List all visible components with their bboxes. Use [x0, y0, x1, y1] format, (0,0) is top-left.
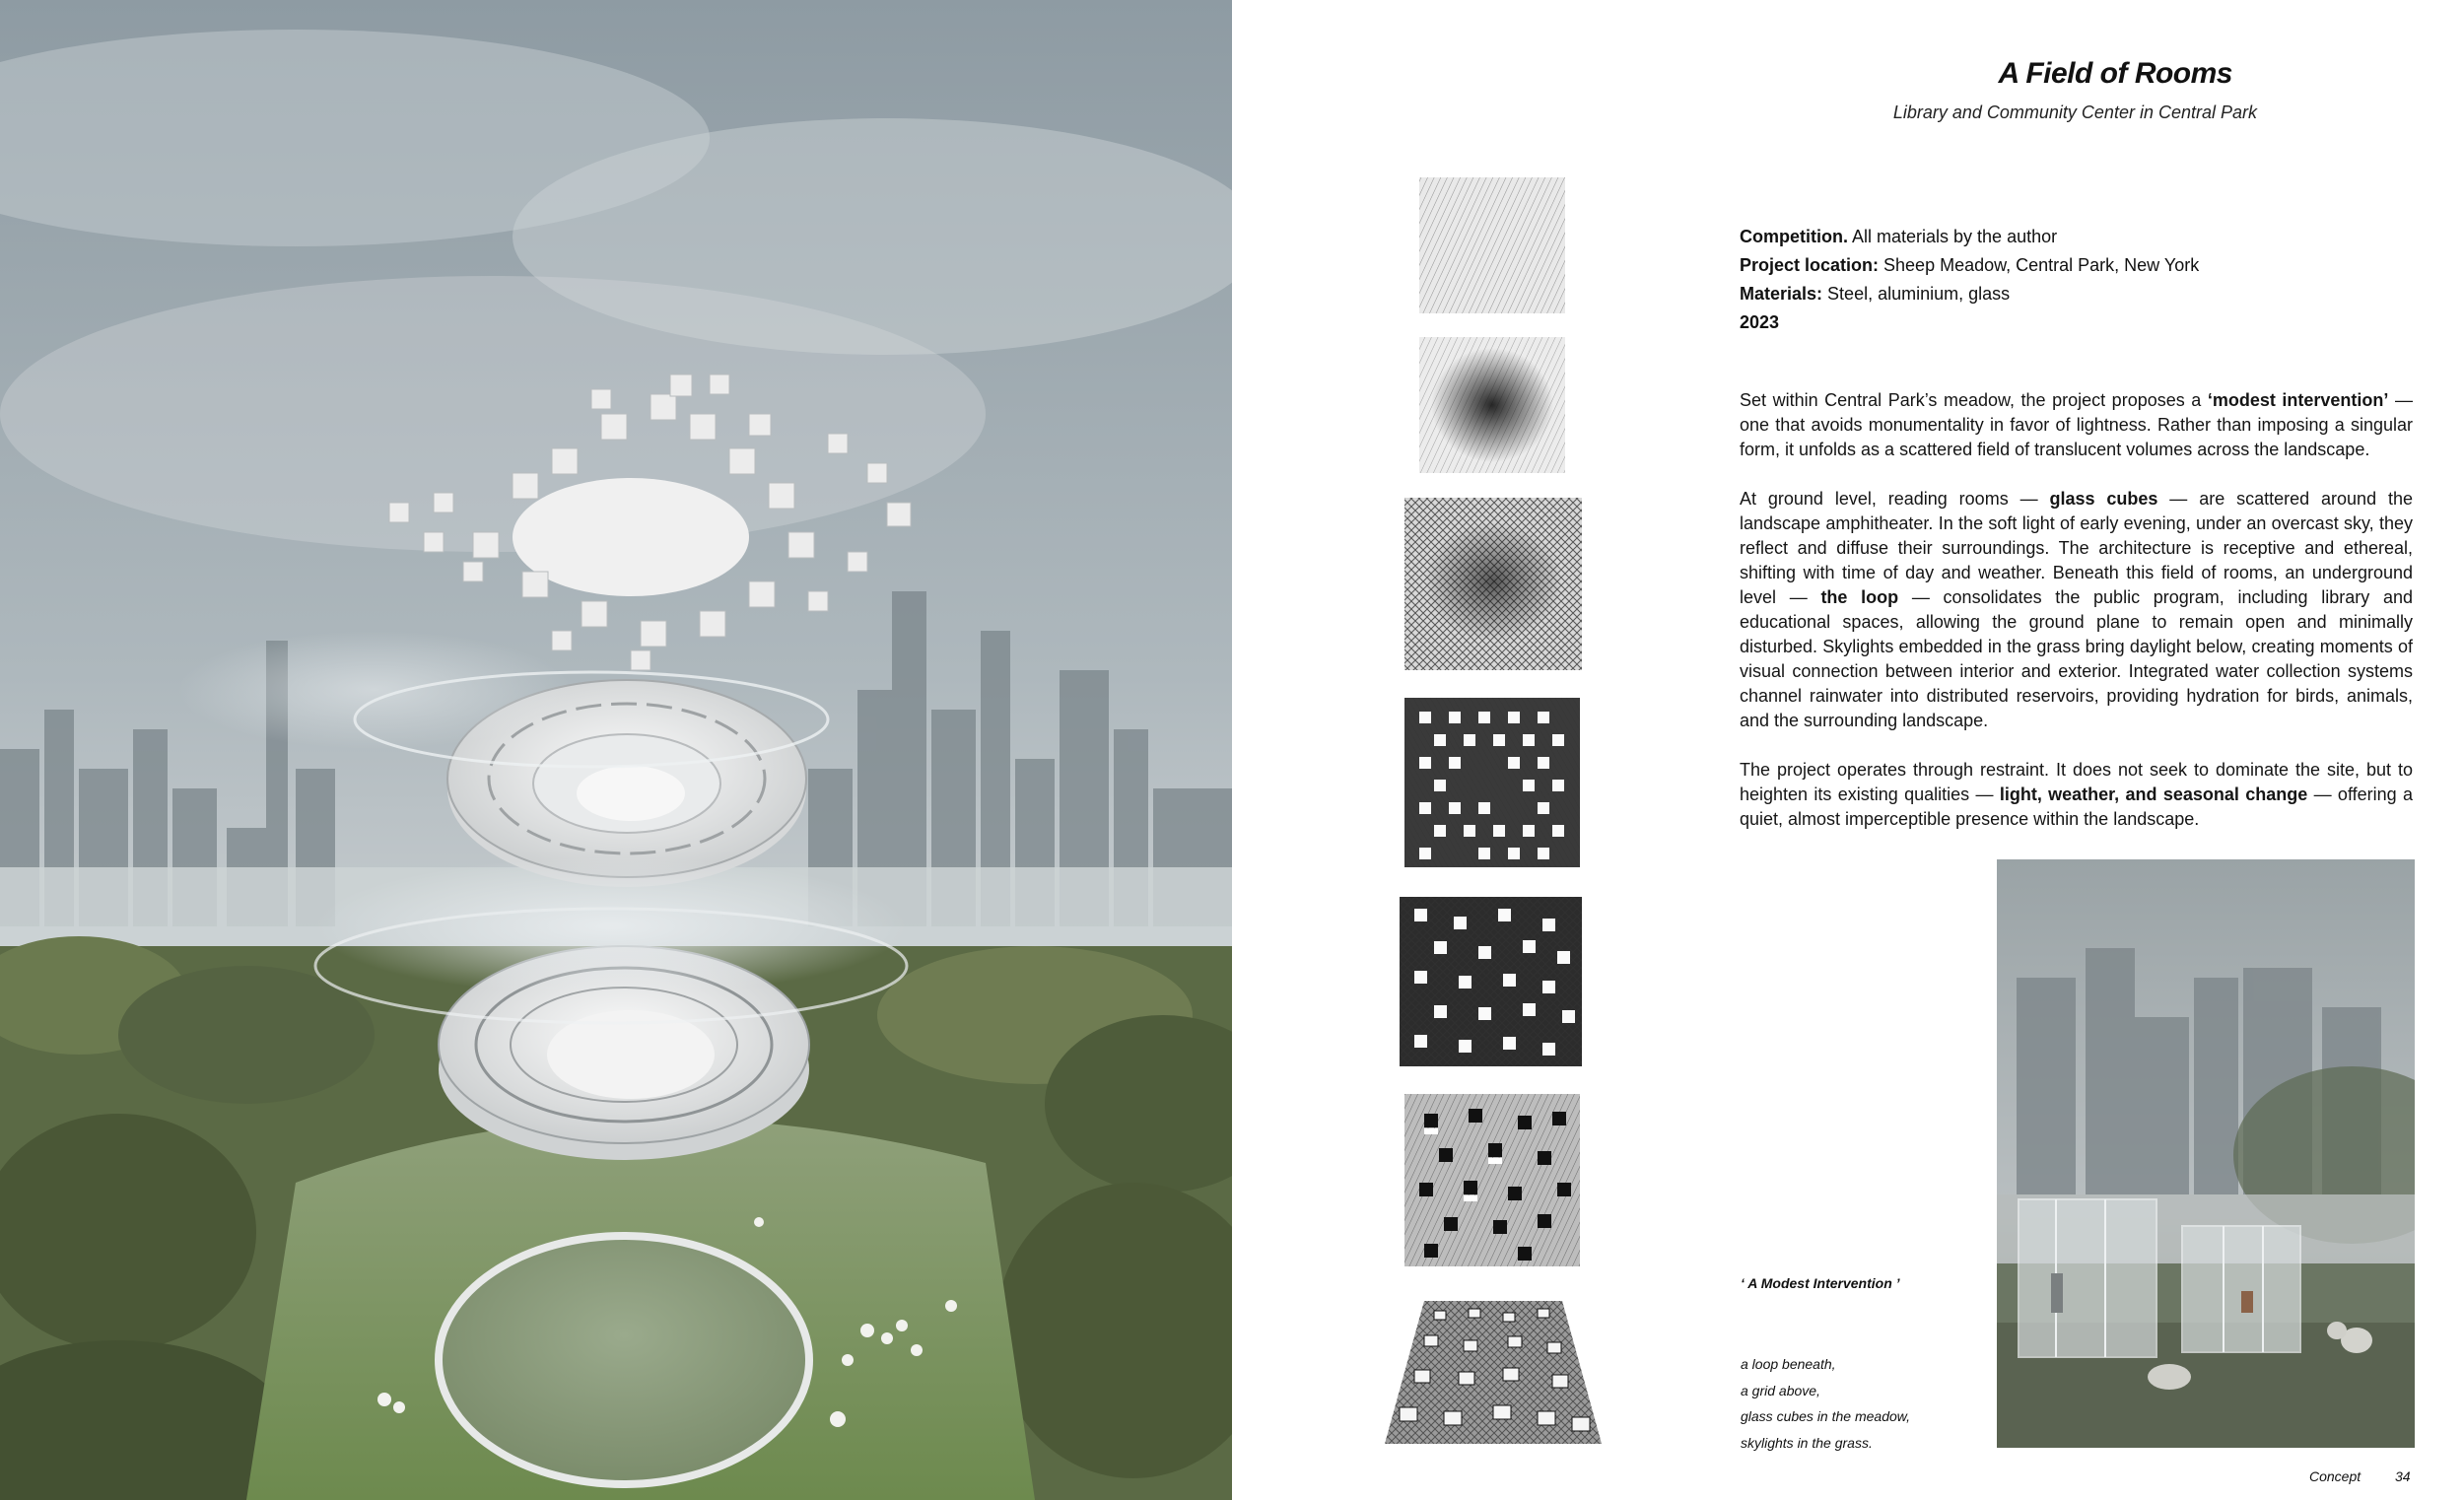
meta-competition	[1740, 223, 2430, 251]
caption-quote: ‘ A Modest Intervention ’	[1741, 1275, 1900, 1291]
sketch-5	[1400, 897, 1582, 1066]
page-subtitle: Library and Community Center in Central Park	[1892, 102, 2257, 122]
meta-location	[1740, 251, 2430, 280]
caption-poem	[1741, 1351, 1910, 1456]
p1-bold: ‘modest intervention’	[2207, 390, 2389, 410]
p2-bold-glass-cubes: glass cubes	[2049, 489, 2158, 509]
meta-materials	[1740, 280, 2430, 308]
meta-competition-value: All materials by the author	[1848, 227, 2058, 246]
meta-materials-value: Steel, aluminium, glass	[1822, 284, 2011, 304]
meta-year	[1740, 308, 2430, 337]
meta-year-value: 2023	[1740, 312, 1780, 332]
footer-section-label: Concept	[2309, 1468, 2361, 1484]
meta-materials-label: Materials:	[1740, 284, 1823, 304]
sketch-3	[1404, 498, 1582, 670]
body-text	[1740, 388, 2413, 856]
paragraph-1	[1740, 388, 2413, 462]
page-title: A Field of Rooms	[1998, 57, 2232, 90]
render-image	[1997, 859, 2415, 1448]
sketch-6	[1404, 1094, 1580, 1266]
p2-text-c: — are scattered around the landscape amphitheater. In the soft light of early evening, under an overcast sky, they reflect and diffuse their surroundings. The architecture is receptive and ethereal, shifting with time of day and weather. Beneath this field of rooms, an underground level —	[1740, 489, 2413, 607]
meta-location-label: Project location:	[1740, 255, 1880, 275]
poem-line: a grid above,	[1741, 1382, 1820, 1398]
sketch-7	[1385, 1301, 1602, 1444]
page-number: 34	[2395, 1468, 2411, 1484]
p3-text-c: — offering a quiet, almost imperceptible presence within the landscape.	[1740, 784, 2413, 829]
sketch-1	[1419, 177, 1565, 313]
p2-text-e: — consolidates the public program, including library and educational spaces, allowing the ground plane to remain open and minimally disturbed. Skylights embedded in the grass bring daylight below, creating moments of visual connection between interior and exterior. Integrated water collection systems channel rainwater into distributed reservoirs, providing hydration for birds, animals, and the surrounding landscape.	[1740, 587, 2413, 730]
concept-sketches	[1380, 168, 1607, 1459]
p1-text-a: Set within Central Park’s meadow, the project proposes a	[1740, 390, 2208, 410]
p2-text-a: At ground level, reading rooms —	[1740, 489, 2050, 509]
p1-text-c: — one that avoids monumentality in favor of lightness. Rather than imposing a singular form, it unfolds as a scattered field of translucent volumes across the landscape.	[1740, 390, 2413, 459]
poem-line: glass cubes in the meadow,	[1741, 1408, 1910, 1424]
poem-line: skylights in the grass.	[1741, 1434, 1873, 1451]
sketch-4	[1404, 698, 1580, 867]
sketch-column	[1380, 168, 1607, 1459]
paragraph-3	[1740, 758, 2413, 832]
p2-bold-the-loop: the loop	[1820, 587, 1899, 607]
project-meta	[1740, 223, 2430, 337]
meta-location-value: Sheep Meadow, Central Park, New York	[1879, 255, 2200, 275]
sketch-2	[1419, 337, 1565, 473]
p3-text-a: The project operates through restraint. It does not seek to dominate the site, but to heighten its existing qualities —	[1740, 760, 2413, 804]
meta-competition-label: Competition.	[1740, 227, 1848, 246]
paragraph-2	[1740, 487, 2413, 733]
p3-bold: light, weather, and seasonal change	[1999, 784, 2308, 804]
poem-line: a loop beneath,	[1741, 1356, 1836, 1372]
glass-cubes-render	[1997, 859, 2415, 1448]
